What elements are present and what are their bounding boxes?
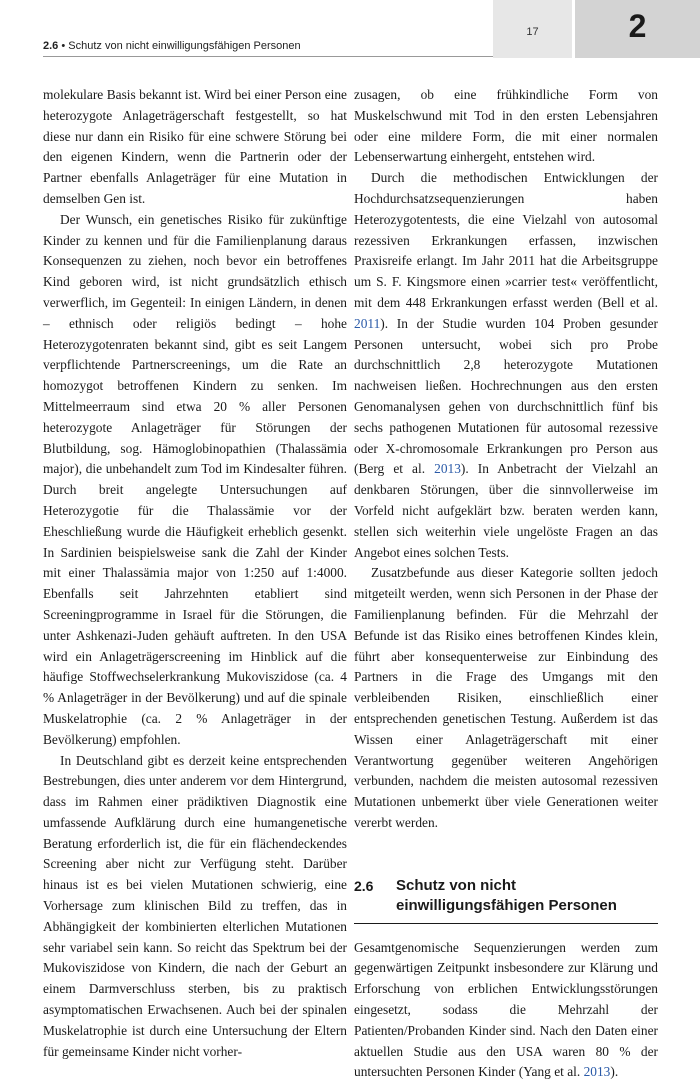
header-rule	[43, 56, 493, 57]
text-run: ). In Anbetracht der Vielzahl an denkbaren Störungen, über die sinnvollerweise im Vorfeld nicht aufgeklärt bzw. beraten werden kann, stellen sich weiterhin viele ungelöste Fragen an das Angebot eines solchen Tests.	[354, 461, 658, 560]
chapter-number: 2	[628, 8, 647, 44]
paragraph: molekulare Basis bekannt ist. Wird bei einer Person eine heterozygote Anlageträgerschaft festgestellt, so hat diese nur dann ein Risiko für eine schwere Störung bei den eigenen Kindern, wenn die Partnerin oder der Partner ebenfalls Anlageträger für eine Mutation in demselben Gen ist.	[43, 87, 347, 206]
running-header	[43, 40, 301, 52]
running-header-number: 2.6	[43, 40, 59, 52]
text-run: ).	[610, 1064, 619, 1080]
citation-link[interactable]: 2013	[434, 461, 461, 477]
page-number: 17	[526, 26, 539, 38]
paragraph: Zusatzbefunde aus dieser Kategorie sollten jedoch mitgeteilt werden, wenn sich Personen in der Phase der Familienplanung befinden. Für die Mehrzahl der Befunde ist das Risiko eines betroffenen Kindes klein, führt aber konsequenterweise zur Einbindung des Partners in die Frage des Umgangs mit den verbleibenden Risiken, einschließlich einer entsprechenden genetischen Testung. Außerdem ist das Wissen einer Anlageträgerschaft mit einer Verantwortung gegenüber weiteren Angehörigen verbunden, nachdem die meisten autosomal rezessiven Mutationen unbemerkt über viele Generationen weiter vererbt werden.	[354, 565, 658, 830]
paragraph: Der Wunsch, ein genetisches Risiko für zukünftige Kinder zu kennen und für die Familienplanung daraus Konsequenzen zu ziehen, noch bevor ein betroffenes Kind geboren wird, ist nicht grundsätzlich ethisch verwerflich, im Gegenteil: In einigen Ländern, in denen – ethnisch oder religiös bedingt – hohe Heterozygotenraten bekannt sind, gibt es seit Langem verpflichtende Partnerscreenings, um die Rate an homozygot betroffenen Kindern zu senken. Im Mittelmeerraum sind etwa 20 % aller Personen heterozygote Anlageträger für Störungen der Blutbildung, sog. Hämoglobinopathien (Thalassämia major), die unbehandelt zum Tod im Kindesalter führen. Durch breit angelegte Untersuchungen auf Heterozygotie für die Thalassämie vor der Eheschließung wurde die Häufigkeit erheblich gesenkt. In Sardinien beispielsweise sank die Zahl der Kinder mit einer Thalassämia major von 1:250 auf 1:4000. Ebenfalls seit Jahrzehnten etabliert sind Screeningprogramme in Israel für die Störungen, die unter Ashkenazi-Juden gehäuft auftreten. In den USA wird ein Anlageträgerscreening im Hinblick auf die häufige Stoffwechselerkrankung Mukoviszidose (ca. 4 % Anlageträger in der Bevölkerung) und auf die spinale Muskelatrophie (ca. 2 % Anlageträger in der Bevölkerung) empfohlen.	[43, 211, 347, 747]
text-run: Durch die methodischen Entwicklungen der Hochdurchsatzsequenzierungen haben Heterozygotentests, die eine Vielzahl von autosomal rezessiven Erkrankungen erfassen, inzwischen Praxisreife erlangt. Im Jahr 2011 hat die Arbeitsgruppe um S. F. Kingsmore einen »carrier test« veröffentlicht, mit dem 448 Erkrankungen erfasst werden (Bell et al.	[354, 170, 658, 310]
left-column	[43, 85, 347, 1062]
running-header-separator: •	[58, 40, 69, 52]
right-column	[354, 85, 658, 1083]
citation-link[interactable]: 2013	[583, 1064, 611, 1080]
running-header-title: Schutz von nicht einwilligungsfähigen Personen	[68, 40, 301, 52]
paragraph	[354, 938, 658, 1083]
section-title: Schutz von nicht einwilligungsfähigen Personen	[396, 876, 617, 914]
citation-link[interactable]: 2011	[354, 315, 381, 331]
section-heading	[354, 876, 658, 924]
text-run: Gesamtgenomische Sequenzierungen werden zum gegenwärtigen Zeitpunkt insbesondere zur Klärung und Erforschung von erblichen Entwicklungsstörungen eingesetzt, sodass die Mehrzahl der Patienten/Probanden Kinder sind. Nach den Daten einer aktuellen Studie aus den USA waren 80 % der untersuchten Personen Kinder (Yang et al.	[354, 939, 658, 1080]
paragraph: In Deutschland gibt es derzeit keine entsprechenden Bestrebungen, dies unter anderem vor dem Hintergrund, dass im Rahmen einer prädiktiven Diagnostik eine umfassende Aufklärung durch eine humangenetische Beratung erforderlich ist, die für ein flächendeckendes Screening aber nicht zur Verfügung steht. Darüber hinaus ist es bei vielen Mutationen schwierig, eine Vorhersage zum klinischen Bild zu treffen, das in Abhängigkeit der kombinierten elterlichen Mutationen sehr variabel sein kann. So reicht das Spektrum bei der Mukoviszidose von Kindern, die nach der Geburt an einem Darmverschluss sterben, bis zu praktisch asymptomatischen Erwachsenen. Auch bei der spinalen Muskelatrophie ist durch eine Untersuchung der Eltern für gemeinsame Kinder nicht vorher-	[43, 752, 347, 1059]
paragraph	[354, 168, 658, 563]
section-number: 2.6	[354, 877, 374, 894]
text-run: ). In der Studie wurden 104 Proben gesunder Personen untersucht, wobei sich pro Probe durchschnittlich 2,8 heterozygote Mutationen nachweisen ließen. Hochrechnungen aus den ersten Genomanalysen gehen von durchschnittlich fünf bis sechs pathogenen Mutationen für autosomal rezessive oder X-chromosomale Erkrankungen pro Person aus (Berg et al.	[354, 315, 658, 477]
paragraph: zusagen, ob eine frühkindliche Form von Muskelschwund mit Tod in den ersten Lebensjahren oder eine mildere Form, die mit einer normalen Lebenserwartung einhergeht, entstehen wird.	[354, 87, 658, 165]
